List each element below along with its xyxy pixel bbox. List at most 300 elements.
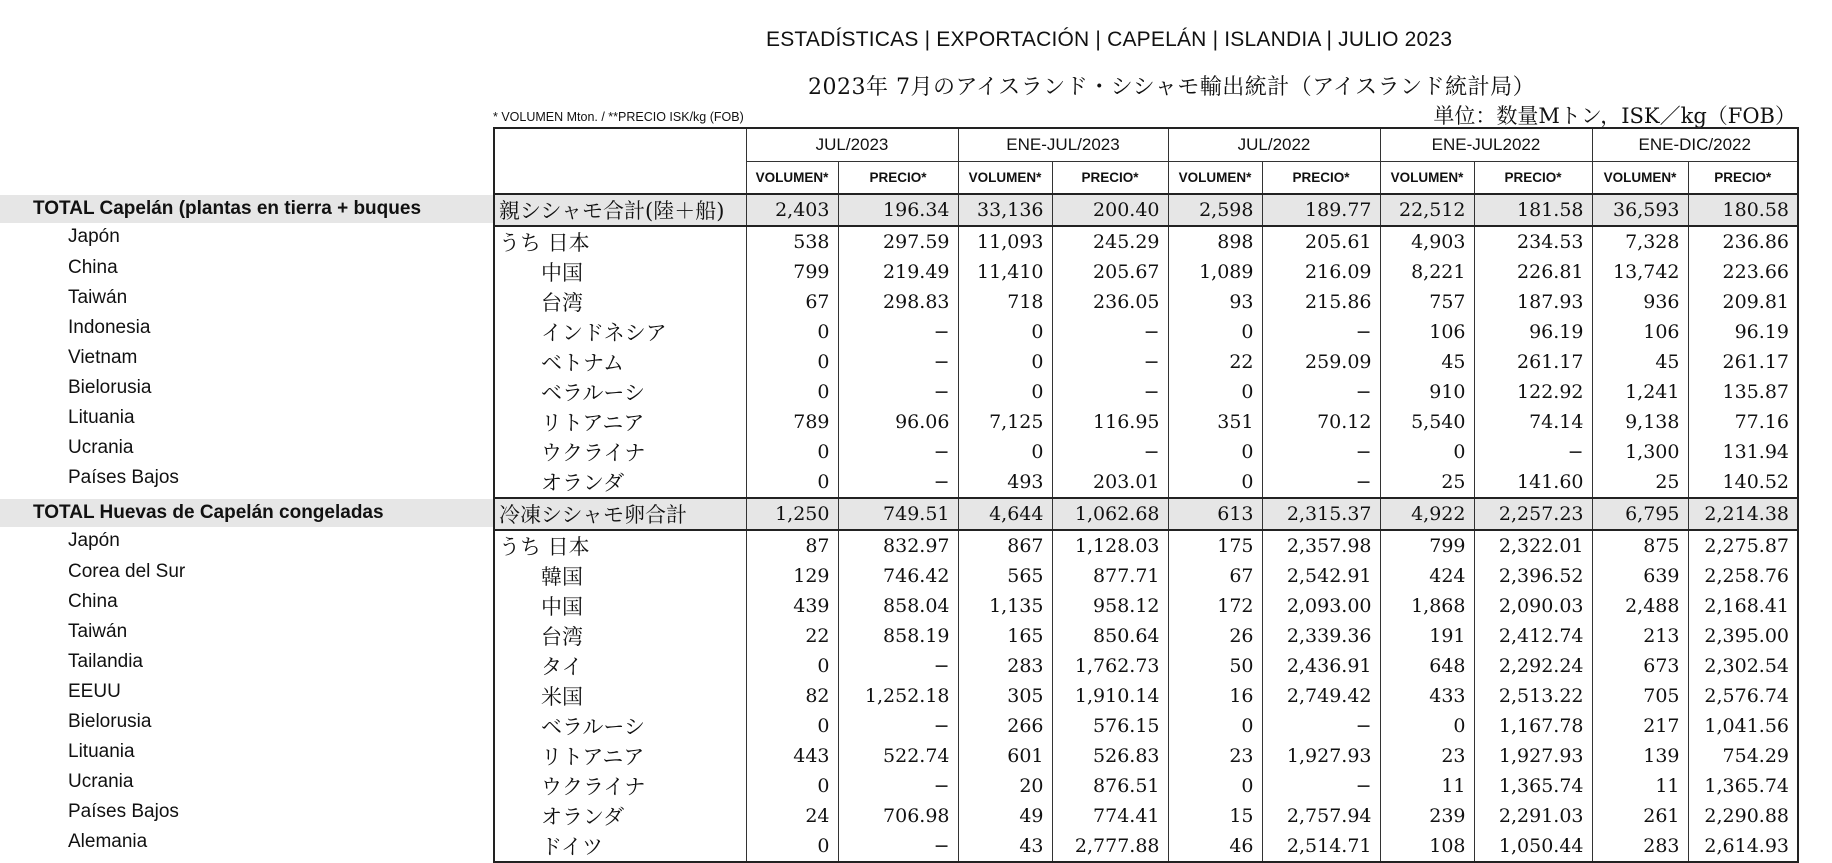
table-cell: 13,742 [1592,257,1688,287]
table-row [494,407,1798,437]
table-cell: 2,436.91 [1262,651,1380,681]
table-cell: 209.81 [1688,287,1798,317]
table-cell: 67 [1168,561,1262,591]
table-row [494,530,1798,561]
table-cell: 46 [1168,831,1262,862]
table-cell: 2,322.01 [1474,530,1592,561]
section-total-row [494,194,1798,226]
table-cell: 141.60 [1474,467,1592,498]
section-label-es: TOTAL Capelán (plantas en tierra + buques [33,198,422,219]
table-cell: 0 [746,771,838,801]
country-label-es: Bielorusia [68,711,152,732]
table-cell: 234.53 [1474,226,1592,257]
table-cell: 6,795 [1592,498,1688,530]
table-cell: 297.59 [838,226,958,257]
table-cell: 175 [1168,530,1262,561]
table-cell: 0 [1168,437,1262,467]
page-title: ESTADÍSTICAS | EXPORTACIÓN | CAPELÁN | ISLANDIA | JULIO 2023 [766,28,1453,51]
table-cell: 706.98 [838,801,958,831]
table-cell: 613 [1168,498,1262,530]
price-header: PRECIO* [838,162,958,195]
table-cell: 96.06 [838,407,958,437]
table-cell: − [838,831,958,862]
table-cell: 0 [958,377,1052,407]
table-cell: 433 [1380,681,1474,711]
table-cell: 2,542.91 [1262,561,1380,591]
table-cell: 799 [1380,530,1474,561]
table-cell: 2,093.00 [1262,591,1380,621]
table-cell: 26 [1168,621,1262,651]
table-cell: 639 [1592,561,1688,591]
price-header: PRECIO* [1052,162,1168,195]
row-label-jp: インドネシア [494,317,746,347]
table-cell: 0 [1168,377,1262,407]
table-cell: 958.12 [1052,591,1168,621]
country-label-es: Lituania [68,741,135,762]
country-label-es: Países Bajos [68,801,179,822]
volume-header: VOLUMEN* [1592,162,1688,195]
table-row [494,771,1798,801]
table-cell: 140.52 [1688,467,1798,498]
table-cell: 705 [1592,681,1688,711]
table-cell: 1,241 [1592,377,1688,407]
table-cell: 858.04 [838,591,958,621]
table-row [494,347,1798,377]
table-cell: 2,302.54 [1688,651,1798,681]
table-cell: 522.74 [838,741,958,771]
table-cell: 0 [746,347,838,377]
table-cell: 1,365.74 [1474,771,1592,801]
table-cell: 49 [958,801,1052,831]
table-cell: 876.51 [1052,771,1168,801]
country-label-es: Bielorusia [68,377,152,398]
row-label-jp: オランダ [494,467,746,498]
table-cell: 1,128.03 [1052,530,1168,561]
table-cell: 2,777.88 [1052,831,1168,862]
table-cell: 1,762.73 [1052,651,1168,681]
header-row-periods [494,128,1798,162]
row-label-jp: 韓国 [494,561,746,591]
table-cell: 1,062.68 [1052,498,1168,530]
table-cell: 7,328 [1592,226,1688,257]
table-cell: − [838,711,958,741]
table-cell: 180.58 [1688,194,1798,226]
row-label-jp: うち 日本 [494,226,746,257]
table-cell: 2,258.76 [1688,561,1798,591]
row-label-jp: ベトナム [494,347,746,377]
table-cell: 70.12 [1262,407,1380,437]
table-row [494,741,1798,771]
table-cell: 45 [1380,347,1474,377]
table-cell: 11,410 [958,257,1052,287]
table-cell: 74.14 [1474,407,1592,437]
table-cell: 135.87 [1688,377,1798,407]
table-cell: 2,488 [1592,591,1688,621]
table-cell: − [1262,467,1380,498]
table-cell: 799 [746,257,838,287]
table-cell: 9,138 [1592,407,1688,437]
table-cell: 2,315.37 [1262,498,1380,530]
table-cell: 215.86 [1262,287,1380,317]
table-cell: − [1052,377,1168,407]
table-cell: 25 [1592,467,1688,498]
table-cell: 33,136 [958,194,1052,226]
table-cell: 1,135 [958,591,1052,621]
table-row [494,621,1798,651]
table-cell: 746.42 [838,561,958,591]
row-label-jp: ウクライナ [494,437,746,467]
table-cell: 867 [958,530,1052,561]
table-cell: 0 [958,347,1052,377]
table-cell: 129 [746,561,838,591]
period-header: JUL/2023 [746,128,958,162]
country-label-es: Taiwán [68,287,128,308]
table-cell: 213 [1592,621,1688,651]
row-label-jp: ベラルーシ [494,711,746,741]
table-cell: 1,252.18 [838,681,958,711]
volume-header: VOLUMEN* [1380,162,1474,195]
table-row [494,437,1798,467]
table-cell: 50 [1168,651,1262,681]
table-cell: − [1052,347,1168,377]
row-label-jp: オランダ [494,801,746,831]
table-cell: 106 [1592,317,1688,347]
row-label-jp: うち 日本 [494,530,746,561]
table-cell: 0 [746,831,838,862]
period-header: ENE-DIC/2022 [1592,128,1798,162]
table-row [494,317,1798,347]
table-row [494,377,1798,407]
table-cell: 443 [746,741,838,771]
table-cell: 4,922 [1380,498,1474,530]
table-cell: 2,412.74 [1474,621,1592,651]
table-cell: 2,757.94 [1262,801,1380,831]
table-cell: 673 [1592,651,1688,681]
table-cell: 5,540 [1380,407,1474,437]
table-cell: 11 [1380,771,1474,801]
table-row [494,801,1798,831]
row-label-jp: ドイツ [494,831,746,862]
table-cell: 8,221 [1380,257,1474,287]
table-cell: 2,275.87 [1688,530,1798,561]
table-cell: − [838,377,958,407]
table-cell: 36,593 [1592,194,1688,226]
table-cell: 2,339.36 [1262,621,1380,651]
table-cell: − [1262,771,1380,801]
country-label-es: Japón [68,226,120,247]
table-cell: 774.41 [1052,801,1168,831]
country-label-es: China [68,257,118,278]
row-label-jp: 冷凍シシャモ卵合計 [494,498,746,530]
table-cell: 1,050.44 [1474,831,1592,862]
section-total-row [494,498,1798,530]
table-cell: − [838,317,958,347]
table-cell: 24 [746,801,838,831]
table-cell: − [1052,317,1168,347]
table-cell: 832.97 [838,530,958,561]
table-cell: 1,868 [1380,591,1474,621]
row-label-jp: 台湾 [494,287,746,317]
table-cell: 565 [958,561,1052,591]
table-cell: 526.83 [1052,741,1168,771]
table-cell: 2,214.38 [1688,498,1798,530]
table-row [494,226,1798,257]
table-cell: 754.29 [1688,741,1798,771]
table-cell: 261.17 [1474,347,1592,377]
table-cell: 2,168.41 [1688,591,1798,621]
table-cell: 1,910.14 [1052,681,1168,711]
table-cell: 77.16 [1688,407,1798,437]
table-cell: 0 [746,377,838,407]
table-cell: − [838,467,958,498]
table-cell: 0 [746,711,838,741]
table-cell: 96.19 [1474,317,1592,347]
table-cell: − [838,771,958,801]
country-label-es: Taiwán [68,621,128,642]
table-cell: 236.86 [1688,226,1798,257]
table-cell: 205.67 [1052,257,1168,287]
table-cell: 718 [958,287,1052,317]
table-cell: 189.77 [1262,194,1380,226]
table-cell: 2,514.71 [1262,831,1380,862]
period-header: ENE-JUL2022 [1380,128,1592,162]
country-label-es: Indonesia [68,317,151,338]
table-cell: 22 [1168,347,1262,377]
table-cell: 493 [958,467,1052,498]
table-cell: 245.29 [1052,226,1168,257]
table-cell: 45 [1592,347,1688,377]
table-cell: − [1052,437,1168,467]
table-cell: 205.61 [1262,226,1380,257]
section-label-es: TOTAL Huevas de Capelán congeladas [33,502,384,523]
table-row [494,591,1798,621]
table-cell: 1,927.93 [1262,741,1380,771]
table-cell: 0 [746,651,838,681]
header-corner [494,128,746,162]
table-cell: 22 [746,621,838,651]
table-cell: 106 [1380,317,1474,347]
header-corner [494,162,746,195]
table-cell: 0 [746,437,838,467]
price-header: PRECIO* [1688,162,1798,195]
table-cell: 25 [1380,467,1474,498]
table-cell: 2,614.93 [1688,831,1798,862]
table-row [494,287,1798,317]
table-cell: − [838,437,958,467]
row-label-jp: 中国 [494,591,746,621]
table-row [494,257,1798,287]
table-cell: 0 [1168,317,1262,347]
table-row [494,651,1798,681]
table-cell: 223.66 [1688,257,1798,287]
row-label-jp: リトアニア [494,407,746,437]
row-label-jp: リトアニア [494,741,746,771]
table-cell: 108 [1380,831,1474,862]
country-label-es: Japón [68,530,120,551]
table-cell: 1,927.93 [1474,741,1592,771]
table-cell: 87 [746,530,838,561]
table-cell: − [1262,317,1380,347]
volume-header: VOLUMEN* [958,162,1052,195]
table-cell: 165 [958,621,1052,651]
country-label-es: Ucrania [68,437,134,458]
table-cell: 236.05 [1052,287,1168,317]
table-cell: 11,093 [958,226,1052,257]
table-cell: 22,512 [1380,194,1474,226]
table-cell: 850.64 [1052,621,1168,651]
table-cell: 0 [1380,437,1474,467]
table-cell: 0 [1168,711,1262,741]
table-cell: 0 [958,317,1052,347]
table-cell: 122.92 [1474,377,1592,407]
table-cell: 261 [1592,801,1688,831]
country-label-es: Alemania [68,831,148,852]
table-cell: 216.09 [1262,257,1380,287]
volume-header: VOLUMEN* [1168,162,1262,195]
period-header: ENE-JUL/2023 [958,128,1168,162]
units-note: 単位：数量Mトン，ISK／kg（FOB） [1433,104,1796,128]
table-cell: 2,292.24 [1474,651,1592,681]
table-row [494,831,1798,862]
table-cell: 139 [1592,741,1688,771]
table-cell: 439 [746,591,838,621]
legend-note: * VOLUMEN Mton. / **PRECIO ISK/kg (FOB) [493,110,744,124]
country-label-es: Países Bajos [68,467,179,488]
table-cell: 2,090.03 [1474,591,1592,621]
table-cell: 648 [1380,651,1474,681]
table-cell: 191 [1380,621,1474,651]
price-header: PRECIO* [1262,162,1380,195]
table-cell: 305 [958,681,1052,711]
table-cell: 1,167.78 [1474,711,1592,741]
table-cell: 2,513.22 [1474,681,1592,711]
table-cell: 538 [746,226,838,257]
table-cell: 0 [958,437,1052,467]
table-cell: 93 [1168,287,1262,317]
table-cell: 910 [1380,377,1474,407]
table-cell: 15 [1168,801,1262,831]
table-cell: 1,300 [1592,437,1688,467]
japanese-subtitle: 2023年 7月のアイスランド・シシャモ輸出統計（アイスランド統計局） [808,75,1536,100]
table-row [494,467,1798,498]
table-cell: 2,396.52 [1474,561,1592,591]
table-cell: 2,257.23 [1474,498,1592,530]
row-label-jp: タイ [494,651,746,681]
country-label-es: Corea del Sur [68,561,186,582]
table-cell: 789 [746,407,838,437]
table-cell: 576.15 [1052,711,1168,741]
table-cell: 20 [958,771,1052,801]
table-cell: 0 [1380,711,1474,741]
table-cell: 757 [1380,287,1474,317]
table-cell: 283 [958,651,1052,681]
table-row [494,681,1798,711]
table-cell: 43 [958,831,1052,862]
table-cell: − [1262,377,1380,407]
table-cell: 2,403 [746,194,838,226]
row-label-jp: 台湾 [494,621,746,651]
table-row [494,711,1798,741]
row-label-jp: ベラルーシ [494,377,746,407]
table-cell: 172 [1168,591,1262,621]
table-cell: 23 [1380,741,1474,771]
row-label-jp: 米国 [494,681,746,711]
table-cell: 11 [1592,771,1688,801]
table-cell: − [1262,711,1380,741]
table-cell: 116.95 [1052,407,1168,437]
table-cell: 2,291.03 [1474,801,1592,831]
price-header: PRECIO* [1474,162,1592,195]
table-cell: 239 [1380,801,1474,831]
table-cell: 0 [746,467,838,498]
capelin-export-table [493,127,1799,863]
table-cell: 219.49 [838,257,958,287]
volume-header: VOLUMEN* [746,162,838,195]
table-cell: 96.19 [1688,317,1798,347]
table-cell: 1,041.56 [1688,711,1798,741]
table-cell: 4,644 [958,498,1052,530]
table-cell: 936 [1592,287,1688,317]
row-label-jp: 親シシャモ合計(陸＋船) [494,194,746,226]
country-label-es: Tailandia [68,651,143,672]
table-cell: 187.93 [1474,287,1592,317]
table-cell: 226.81 [1474,257,1592,287]
table-cell: 601 [958,741,1052,771]
table-cell: 200.40 [1052,194,1168,226]
table-cell: 875 [1592,530,1688,561]
table-cell: 181.58 [1474,194,1592,226]
table-cell: 1,250 [746,498,838,530]
table-cell: 749.51 [838,498,958,530]
header-row-measures [494,162,1798,195]
table-cell: 424 [1380,561,1474,591]
table-cell: 82 [746,681,838,711]
table-row [494,561,1798,591]
table-cell: 203.01 [1052,467,1168,498]
table-cell: 298.83 [838,287,958,317]
table-cell: 0 [1168,467,1262,498]
country-label-es: Ucrania [68,771,134,792]
table-cell: − [1474,437,1592,467]
table-cell: 877.71 [1052,561,1168,591]
country-label-es: Lituania [68,407,135,428]
period-header: JUL/2022 [1168,128,1380,162]
table-cell: 259.09 [1262,347,1380,377]
table-cell: 898 [1168,226,1262,257]
row-label-jp: ウクライナ [494,771,746,801]
table-cell: 0 [1168,771,1262,801]
table-cell: 2,290.88 [1688,801,1798,831]
table-cell: 261.17 [1688,347,1798,377]
table-cell: − [838,651,958,681]
table-cell: 16 [1168,681,1262,711]
table-cell: 858.19 [838,621,958,651]
table-cell: − [838,347,958,377]
row-label-jp: 中国 [494,257,746,287]
country-label-es: Vietnam [68,347,138,368]
table-cell: 217 [1592,711,1688,741]
table-cell: 23 [1168,741,1262,771]
table-cell: 2,598 [1168,194,1262,226]
table-cell: 7,125 [958,407,1052,437]
country-label-es: EEUU [68,681,121,702]
table-cell: 196.34 [838,194,958,226]
table-cell: 131.94 [1688,437,1798,467]
table-cell: 2,357.98 [1262,530,1380,561]
table-cell: − [1262,437,1380,467]
table-cell: 351 [1168,407,1262,437]
country-label-es: China [68,591,118,612]
